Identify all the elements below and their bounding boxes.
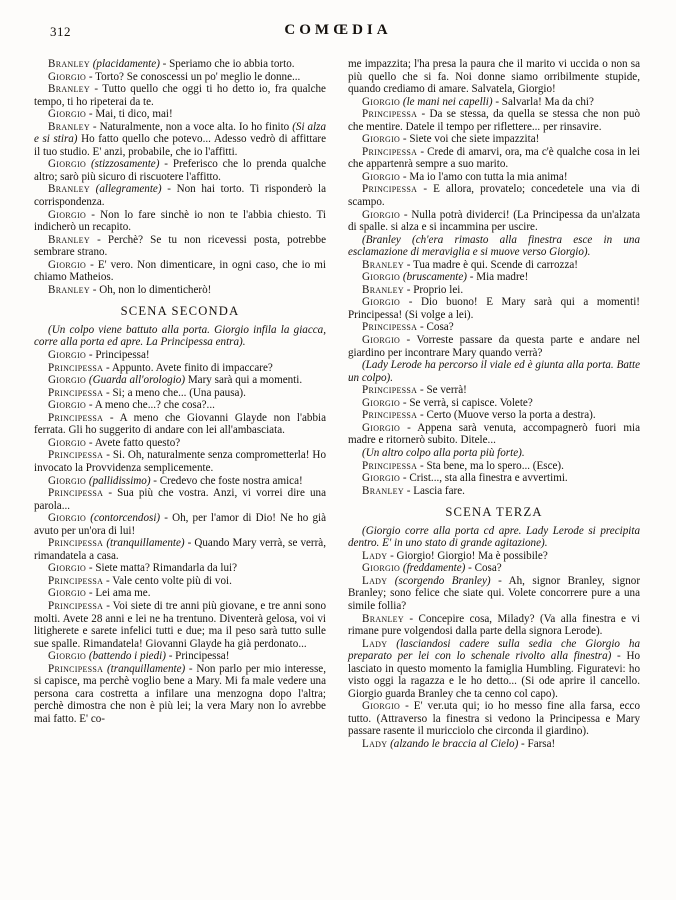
speaker-name: Giorgio [48, 108, 87, 121]
dialogue-line [348, 284, 640, 297]
dialogue-line [34, 562, 326, 575]
dialogue-text: Mary sarà qui a momenti. [185, 374, 303, 387]
column-left [34, 58, 326, 890]
dialogue-line [34, 600, 326, 650]
dialogue-line [348, 183, 640, 208]
dialogue-text: - Da se stessa, da quella se stessa che non può che mentire. Datele il tempo per riflettere... per rinsavire. [348, 108, 640, 133]
column-right [348, 58, 640, 890]
dialogue-text: - Voi siete di tre anni più giovane, e tre anni sono molti. Avete 28 anni e lei ne ha trentuno. Diventerà gelosa, voi vi litigherete e sarete infelici tutti e due; ma il peso sarà tutto sulle sue spalle. Rimandatela! Giovanni Glayde ha già perdonato... [34, 599, 326, 650]
dialogue-line [34, 487, 326, 512]
dialogue-text: - Lei ama me. [86, 587, 151, 600]
speaker-name: Branley [48, 58, 90, 70]
dialogue-line [34, 158, 326, 183]
speaker-name: Giorgio [48, 474, 87, 487]
speaker-name: Principessa [48, 449, 104, 462]
speaker-name: Principessa [362, 183, 418, 196]
speaker-name: Branley [48, 283, 90, 296]
dialogue-line [34, 587, 326, 600]
speaker-name: Principessa [48, 487, 104, 500]
dialogue-line [348, 460, 640, 473]
dialogue-text: - Siete matta? Rimandarla da lui? [86, 562, 238, 575]
dialogue-line [34, 71, 326, 84]
dialogue-line [34, 663, 326, 726]
dialogue-line [348, 409, 640, 422]
dialogue-text: - Tua madre è qui. Scende di carrozza! [403, 258, 578, 271]
journal-title: COMŒDIA [284, 22, 392, 38]
dialogue-line [348, 171, 640, 184]
dialogue-text: - Sua più che vostra. Anzi, vi vorrei dire una parola... [34, 487, 326, 512]
speaker-name: Lady [362, 637, 388, 650]
speaker-name: Giorgio [48, 587, 87, 600]
speaker-name: Branley [48, 233, 90, 246]
page-number: 312 [50, 24, 71, 39]
inline-stage-direction: (bruscamente) [402, 271, 467, 284]
dialogue-text: - Principessa! [165, 650, 230, 663]
dialogue-line [348, 259, 640, 272]
speaker-name: Branley [48, 120, 90, 133]
dialogue-text: - Non hai torto. Ti risponderò la corrispondenza. [34, 183, 326, 209]
dialogue-line [348, 472, 640, 485]
dialogue-text: - Proprio lei. [403, 283, 464, 296]
speaker-name: Giorgio [362, 562, 401, 575]
speaker-name: Giorgio [48, 158, 87, 171]
inline-stage-direction: (contorcendosi) [90, 512, 161, 525]
speaker-name: Giorgio [362, 296, 401, 309]
inline-stage-direction: (battendo i piedi) [88, 650, 166, 663]
speaker-name: Giorgio [48, 258, 87, 271]
dialogue-text: - Principessa! [86, 349, 150, 362]
stage-direction: (Un colpo viene battuto alla porta. Giorgio infila la giacca, corre alla porta ed apre. La Principessa entra). [34, 323, 326, 349]
speaker-name: Lady [362, 574, 388, 587]
dialogue-line [348, 422, 640, 447]
dialogue-text: - Non lo fare sinchè io non te l'abbia chiesto. Ti indicherò un recapito. [34, 208, 326, 234]
dialogue-line [34, 437, 326, 450]
speaker-name: Giorgio [362, 208, 401, 221]
dialogue-text: - Mia madre! [466, 271, 529, 284]
dialogue-line [348, 296, 640, 321]
dialogue-text: - Naturalmente, non a voce alta. Io ho finito [89, 120, 293, 133]
dialogue-text: - Oh, per l'amor di Dio! Ne ho già avuto per un'ora di lui! [34, 512, 327, 537]
scene-heading: SCENA TERZA [445, 505, 543, 520]
dialogue-line [34, 387, 326, 400]
dialogue-line [348, 209, 640, 234]
dialogue-text: - Concepire cosa, Milady? (Va alla finestra e vi rimane pure volgendosi dalla parte della signora Lerode). [348, 612, 640, 638]
speaker-name: Principessa [362, 145, 418, 158]
dialogue-line [34, 362, 326, 375]
speaker-name: Giorgio [48, 374, 87, 387]
dialogue-line [348, 271, 640, 284]
dialogue-text: - Tutto quello che oggi ti ho detto io, fra qualche tempo, ti ho ripeterai da te. [34, 83, 326, 108]
speaker-name: Principessa [48, 537, 104, 550]
dialogue-text: - Lascia fare. [403, 484, 465, 497]
dialogue-line [34, 121, 326, 159]
dialogue-line [348, 700, 640, 738]
stage-direction: (Branley (ch'era rimasto alla finestra esce in una esclamazione di meraviglia e si muove verso Giorgio). [348, 233, 640, 259]
speaker-name: Giorgio [48, 512, 87, 525]
speaker-name: Principessa [362, 459, 418, 472]
dialogue-line [348, 108, 640, 133]
speaker-name: Giorgio [48, 562, 87, 575]
dialogue-text: - Appena sarà venuta, accompagnerò fuori mia madre e ritornerò subito. Ditele... [348, 421, 640, 447]
dialogue-text: - Si; a meno che... (Una pausa). [103, 386, 246, 399]
inline-stage-direction: (stizzosamente) [90, 158, 160, 171]
dialogue-text: - Quando Mary verrà, se verrà, rimandatela a casa. [34, 537, 327, 562]
speaker-name: Principessa [48, 386, 104, 399]
dialogue-text: - Crede di amarvi, ora, ma c'è qualche cosa in lei che appartenrà sempre a suo marito. [348, 145, 640, 171]
speaker-name: Giorgio [362, 95, 401, 108]
speaker-name: Lady [362, 549, 388, 562]
dialogue-line [348, 638, 640, 701]
dialogue-line [348, 334, 640, 359]
dialogue-text: - Mai, ti dico, mai! [86, 108, 173, 121]
dialogue-line [34, 183, 326, 208]
dialogue-text: - Preferisco che lo prenda qualche altro; sarò più sicuro di riscuotere l'affitto. [34, 158, 326, 183]
speaker-name: Giorgio [48, 399, 87, 412]
speaker-name: Giorgio [362, 421, 401, 434]
dialogue-text: - Nulla potrà dividerci! (La Principessa da un'alzata di spalle. si alza e si incammina per uscire. [348, 208, 640, 234]
speaker-name: Giorgio [362, 334, 401, 347]
dialogue-line [348, 575, 640, 613]
dialogue-text: - Ho lasciato in questo momento la famiglia Humbling. Figuratevi: ho visto oggi la ragazza e le ho detto... (Si ode aprire il cancello. Giorgio guarda Branley che ta cenno col capo). [348, 650, 640, 700]
dialogue-text: - Speriamo che io abbia torto. [159, 58, 295, 70]
speaker-name: Branley [48, 83, 90, 96]
dialogue-text: - Certo (Muove verso la porta a destra). [417, 409, 596, 422]
dialogue-line [34, 399, 326, 412]
dialogue-text: - E' vero. Non dimenticare, in ogni caso, che io mi chiamo Matheios. [34, 258, 326, 284]
dialogue-text: - Ah, signor Branley, signor Branley; sono felice che siate qui. Volete concorrere pure a una simile follia? [348, 574, 641, 612]
inline-stage-direction: (scorgendo Branley) [394, 574, 491, 587]
inline-stage-direction: (le mani nei capelli) [402, 95, 493, 108]
dialogue-line [34, 259, 326, 284]
dialogue-text: - Siete voi che siete impazzita! [400, 133, 540, 146]
dialogue-line [34, 575, 326, 588]
dialogue-text: - Torto? Se conoscessi un po' meglio le donne... [86, 70, 301, 83]
speaker-name: Branley [362, 612, 404, 625]
dialogue-text: - Appunto. Avete finito di impaccare? [103, 361, 273, 374]
dialogue-text: - Sta bene, ma lo spero... (Esce). [417, 459, 564, 472]
speaker-name: Giorgio [362, 170, 401, 183]
dialogue-line [348, 321, 640, 334]
dialogue-text: - Ma io l'amo con tutta la mia anima! [400, 170, 568, 183]
dialogue-line [34, 83, 326, 108]
dialogue-text: - Cosa? [417, 321, 454, 334]
dialogue-text: - E allora, provatelo; concedetele una via di scampo. [348, 183, 640, 209]
speaker-name: Principessa [362, 321, 418, 334]
dialogue-line [34, 349, 326, 362]
dialogue-line [348, 133, 640, 146]
inline-stage-direction: (Si alza e si stira) [34, 120, 326, 146]
speaker-name: Giorgio [48, 70, 87, 83]
speaker-name: Giorgio [48, 349, 87, 362]
dialogue-line [348, 485, 640, 498]
inline-stage-direction: (alzando le braccia al Cielo) [390, 737, 519, 750]
dialogue-line [34, 58, 326, 71]
inline-stage-direction: (lasciandosi cadere sulla sedia che Giorgio ha preparato per lei con lo schenale rivolto alla finestra) [348, 637, 640, 663]
speaker-name: Principessa [362, 409, 418, 422]
dialogue-text: - A meno che Giovanni Glayde non l'abbia ferrata. Gli ho suggerito di andare con lei all'ambasciata. [34, 411, 326, 437]
stage-direction: (Lady Lerode ha percorso il viale ed è giunta alla porta. Batte un colpo). [348, 359, 640, 384]
dialogue-line [348, 397, 640, 410]
dialogue-text: - E' ver.uta qui; io ho messo fine alla farsa, ecco tutto. (Attraverso la finestra si vedono la Principessa e Mary passare rasente il muricciolo che circonda il giardino). [348, 700, 640, 738]
inline-stage-direction: (freddamente) [402, 562, 466, 575]
speaker-name: Branley [362, 283, 404, 296]
dialogue-line [34, 234, 326, 259]
dialogue-line [34, 284, 326, 297]
dialogue-line [34, 374, 326, 387]
speaker-name: Giorgio [48, 208, 87, 221]
speaker-name: Giorgio [362, 133, 401, 146]
speaker-name: Giorgio [362, 396, 401, 409]
dialogue-text: - Non parlo per mio interesse, si capisce, ma perchè voglio bene a Mary. Mi fa male vedere una persona cara costretta a infilare una menzogna dopo l'altra; perchè dimostra che non è più lei; la vera Mary non lo avrebbe mai fatto. E' co- [34, 662, 326, 725]
speaker-name: Giorgio [48, 436, 87, 449]
dialogue-text: - Salvarla! Ma da chi? [492, 95, 594, 108]
paragraph-continuation: me impazzita; l'ha presa la paura che il marito vi uccida o non sa più quello che si fa. Noi donne siamo orribilmente stupide, quando crediamo di amare. Salvatela, Giorgio! [348, 58, 640, 96]
dialogue-line [34, 412, 326, 437]
inline-stage-direction: (allegramente) [95, 183, 162, 196]
speaker-name: Giorgio [362, 700, 401, 713]
dialogue-line [348, 96, 640, 109]
dialogue-line [348, 738, 640, 751]
dialogue-line [348, 562, 640, 575]
dialogue-line [34, 209, 326, 234]
speaker-name: Branley [48, 183, 90, 196]
dialogue-line [34, 475, 326, 488]
dialogue-text: - A meno che...? che cosa?... [86, 399, 215, 412]
dialogue-line [34, 537, 326, 562]
dialogue-text: - Vale cento volte più di voi. [103, 574, 232, 587]
text-columns [34, 58, 642, 890]
dialogue-text: - Giorgio! Giorgio! Ma è possibile? [387, 549, 548, 562]
inline-stage-direction: (pallidissimo) [88, 474, 151, 487]
dialogue-text: - Perchè? Se tu non ricevessi posta, potrebbe sembrare strano. [34, 233, 326, 259]
dialogue-text: - Vorreste passare da questa parte e andare nel giardino per incontrare Mary quando verrà? [348, 334, 640, 359]
speaker-name: Principessa [362, 384, 418, 397]
scene-heading: SCENA SECONDA [120, 304, 240, 319]
speaker-name: Lady [362, 737, 388, 750]
dialogue-text: - Cosa? [465, 562, 502, 575]
dialogue-line [348, 146, 640, 171]
dialogue-text: - Dio buono! E Mary sarà qui a momenti! Principessa! (Si volge a lei). [348, 296, 640, 321]
stage-direction: (Giorgio corre alla porta cd apre. Lady Lerode si precipita dentro. E' in uno stato di grande agitazione). [348, 524, 640, 550]
dialogue-line [34, 512, 326, 537]
dialogue-text: - Si. Oh, naturalmente senza comprometterla! Ho invocato la Provvidenza semplicemente. [34, 449, 326, 474]
speaker-name: Branley [362, 258, 404, 271]
stage-direction: (Un altro colpo alla porta più forte). [362, 446, 525, 459]
running-head [34, 22, 642, 52]
speaker-name: Giorgio [362, 271, 401, 284]
dialogue-text: - Se verrà, si capisce. Volete? [400, 396, 533, 409]
dialogue-line [34, 449, 326, 474]
dialogue-line [348, 384, 640, 397]
speaker-name: Giorgio [362, 472, 401, 485]
speaker-name: Principessa [48, 662, 104, 675]
inline-stage-direction: (Guarda all'orologio) [88, 374, 186, 387]
speaker-name: Principessa [48, 361, 104, 374]
speaker-name: Giorgio [48, 650, 87, 663]
dialogue-text: - Avete fatto questo? [86, 436, 181, 449]
dialogue-text: - Crist..., sta alla finestra e avvertimi. [400, 472, 568, 485]
dialogue-text: - Credevo che foste nostra amica! [150, 474, 303, 487]
dialogue-text: - Farsa! [518, 737, 556, 750]
dialogue-text: - Oh, non lo dimenticherò! [89, 283, 212, 296]
speaker-name: Principessa [48, 574, 104, 587]
dialogue-text: - Se verrà! [417, 384, 467, 397]
inline-stage-direction: (placidamente) [92, 58, 160, 70]
speaker-name: Principessa [48, 411, 104, 424]
dialogue-line [348, 613, 640, 638]
speaker-name: Branley [362, 484, 404, 497]
dialogue-line [348, 550, 640, 563]
speaker-name: Principessa [48, 599, 104, 612]
speaker-name: Principessa [362, 108, 418, 121]
dialogue-line [34, 650, 326, 663]
dialogue-line [34, 108, 326, 121]
inline-stage-direction: (tranquillamente) [106, 537, 185, 550]
inline-stage-direction: (tranquillamente) [106, 662, 186, 675]
dialogue-text: Ho fatto quello che potevo... Adesso vedrò di affittare il tuo studio. E' anzi, probabile, che io l'affitti. [34, 133, 327, 158]
